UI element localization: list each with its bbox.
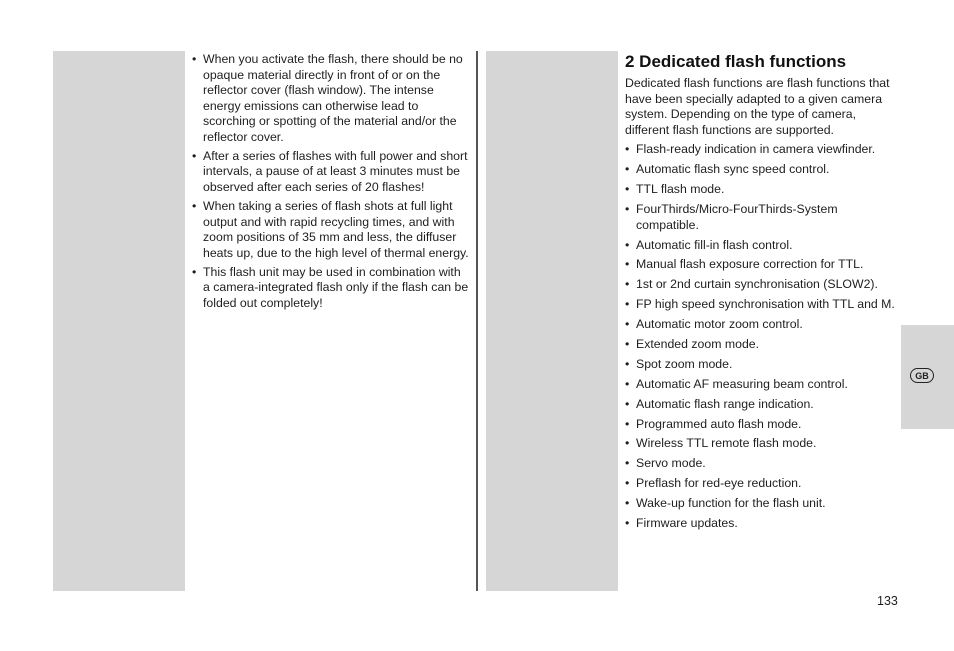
- right-text-column: [625, 52, 900, 536]
- list-item: • Extended zoom mode.: [625, 337, 900, 353]
- section-intro: Dedicated flash functions are flash functions that have been specially adapted to a given camera system. Depending on the type of camera, different flash functions are supported.: [625, 76, 890, 137]
- list-item: • Wake-up function for the flash unit.: [625, 496, 900, 512]
- function-list: [625, 142, 900, 531]
- list-item: • 1st or 2nd curtain synchronisation (SLOW2).: [625, 277, 900, 293]
- list-item: • Firmware updates.: [625, 516, 900, 532]
- list-item: • Automatic flash range indication.: [625, 397, 900, 413]
- middle-margin-panel: [486, 51, 618, 591]
- list-item: • When you activate the flash, there should be no opaque material directly in front of or on the reflector cover (flash window). The intense energy emissions can otherwise lead to scorching or spotting of the material and/or the reflector cover.: [192, 52, 470, 146]
- list-item: • This flash unit may be used in combination with a camera-integrated flash only if the flash can be folded out completely!: [192, 265, 470, 312]
- warning-list: [192, 52, 470, 311]
- list-item: • Automatic flash sync speed control.: [625, 162, 900, 178]
- section-heading: 2 Dedicated flash functions: [625, 52, 847, 71]
- language-badge: GB: [910, 368, 934, 383]
- left-margin-panel: [53, 51, 185, 591]
- left-text-column: [192, 52, 470, 315]
- column-divider: [476, 51, 478, 591]
- list-item: • Servo mode.: [625, 456, 900, 472]
- list-item: • Wireless TTL remote flash mode.: [625, 436, 900, 452]
- list-item: • Spot zoom mode.: [625, 357, 900, 373]
- list-item: • TTL flash mode.: [625, 182, 900, 198]
- page-number: 133: [877, 594, 898, 608]
- list-item: • Preflash for red-eye reduction.: [625, 476, 900, 492]
- list-item: • Automatic AF measuring beam control.: [625, 377, 900, 393]
- list-item: • After a series of flashes with full power and short intervals, a pause of at least 3 minutes must be observed after each series of 20 flashes!: [192, 149, 470, 196]
- list-item: • FP high speed synchronisation with TTL and M.: [625, 297, 900, 313]
- list-item: • Programmed auto flash mode.: [625, 417, 900, 433]
- list-item: • Manual flash exposure correction for TTL.: [625, 257, 900, 273]
- list-item: • Automatic motor zoom control.: [625, 317, 900, 333]
- list-item: • Flash-ready indication in camera viewfinder.: [625, 142, 900, 158]
- list-item: • FourThirds/Micro-FourThirds-System compatible.: [625, 202, 900, 233]
- list-item: • Automatic fill-in flash control.: [625, 238, 900, 254]
- list-item: • When taking a series of flash shots at full light output and with rapid recycling times, and with zoom positions of 35 mm and less, the diffuser heats up, due to the high level of thermal energy.: [192, 199, 470, 261]
